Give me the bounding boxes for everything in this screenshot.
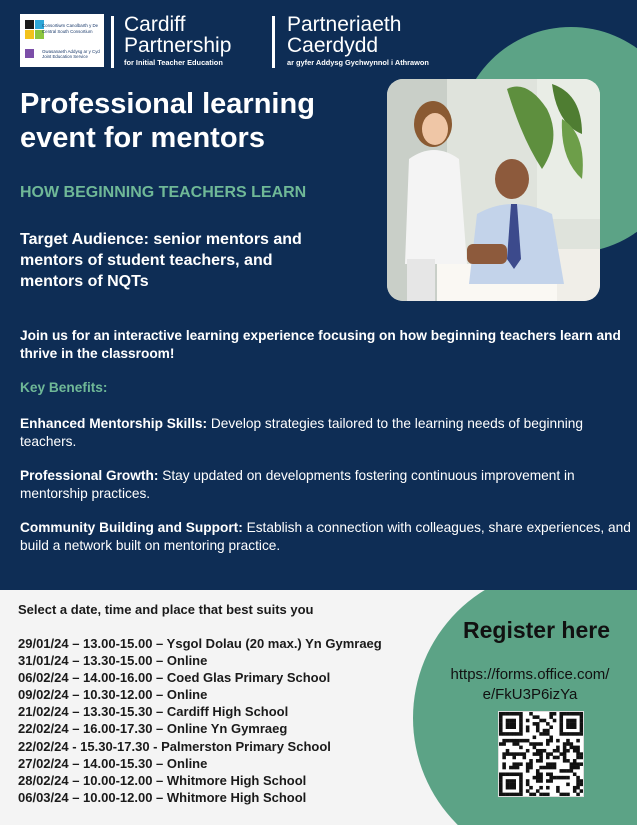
session-item: 09/02/24 – 10.30-12.00 – Online [18, 687, 208, 703]
session-item: 06/03/24 – 10.00-12.00 – Whitmore High School [18, 789, 307, 805]
target-audience: Target Audience: senior mentors and mentors of student teachers, and mentors of NQTs [20, 231, 302, 290]
key-benefits-heading: Key Benefits: [20, 380, 108, 395]
session-item: 06/02/24 – 14.00-16.00 – Coed Glas Primary School [18, 670, 331, 686]
welsh-org-name: Partneriaeth [287, 13, 402, 36]
benefit-item: Community Building and Support: Establish a connection with colleagues, share experiences, and build a network built on mentoring practice. [20, 520, 631, 553]
sessions-heading: Select a date, time and place that best suits you [18, 602, 314, 617]
welsh-org-name: Caerdydd [287, 34, 379, 57]
register-heading: Register here [463, 617, 611, 643]
session-item: 22/02/24 - 15.30-17.30 - Palmerston Primary School [18, 738, 331, 754]
english-org-name: Cardiff [124, 13, 186, 36]
consortium-logo [20, 14, 104, 67]
benefit-item: Enhanced Mentorship Skills: Develop strategies tailored to the learning needs of beginning teachers. [20, 416, 583, 449]
session-item: 22/02/24 – 16.00-17.30 – Online Yn Gymraeg [18, 721, 288, 737]
intro-text: Join us for an interactive learning experience focusing on how beginning teachers learn and thrive in the classroom! [20, 328, 621, 361]
session-item: 28/02/24 – 10.00-12.00 – Whitmore High School [18, 772, 307, 788]
qr-code[interactable] [498, 711, 584, 797]
welsh-org-sub: ar gyfer Addysg Gychwynnol i Athrawon [287, 58, 429, 67]
page-title: Professional learning event for mentors [20, 88, 315, 154]
session-item: 27/02/24 – 14.00-15.30 – Online [18, 755, 208, 771]
logo-text: Central South Consortium [42, 29, 93, 34]
divider [111, 16, 114, 68]
english-org-sub: for Initial Teacher Education [124, 58, 223, 67]
session-item: 21/02/24 – 13.30-15.30 – Cardiff High School [18, 704, 289, 720]
logo-text: Joint Education Service [42, 54, 88, 59]
qr-code-icon [499, 712, 583, 796]
logo-text: Consortiwm Canolbarth y De [42, 23, 99, 28]
session-item: 31/01/24 – 13.30-15.00 – Online [18, 653, 208, 669]
benefit-item: Professional Growth: Stay updated on developments fostering continuous improvement in mentorship practices. [20, 468, 575, 501]
session-item: 29/01/24 – 13.00-15.00 – Ysgol Dolau (20 max.) Yn Gymraeg [18, 636, 382, 651]
register-link[interactable]: https://forms.office.com/ e/FkU3P6izYa [450, 666, 610, 703]
english-org-name: Partnership [124, 34, 232, 57]
bottom-section [0, 590, 637, 825]
session-list [18, 635, 382, 806]
divider [272, 16, 275, 68]
mentoring-photo [387, 79, 600, 301]
event-subheading: HOW BEGINNING TEACHERS LEARN [20, 184, 307, 201]
logo-text: Gwasanaeth Addysg ar y Cyd [42, 49, 100, 54]
